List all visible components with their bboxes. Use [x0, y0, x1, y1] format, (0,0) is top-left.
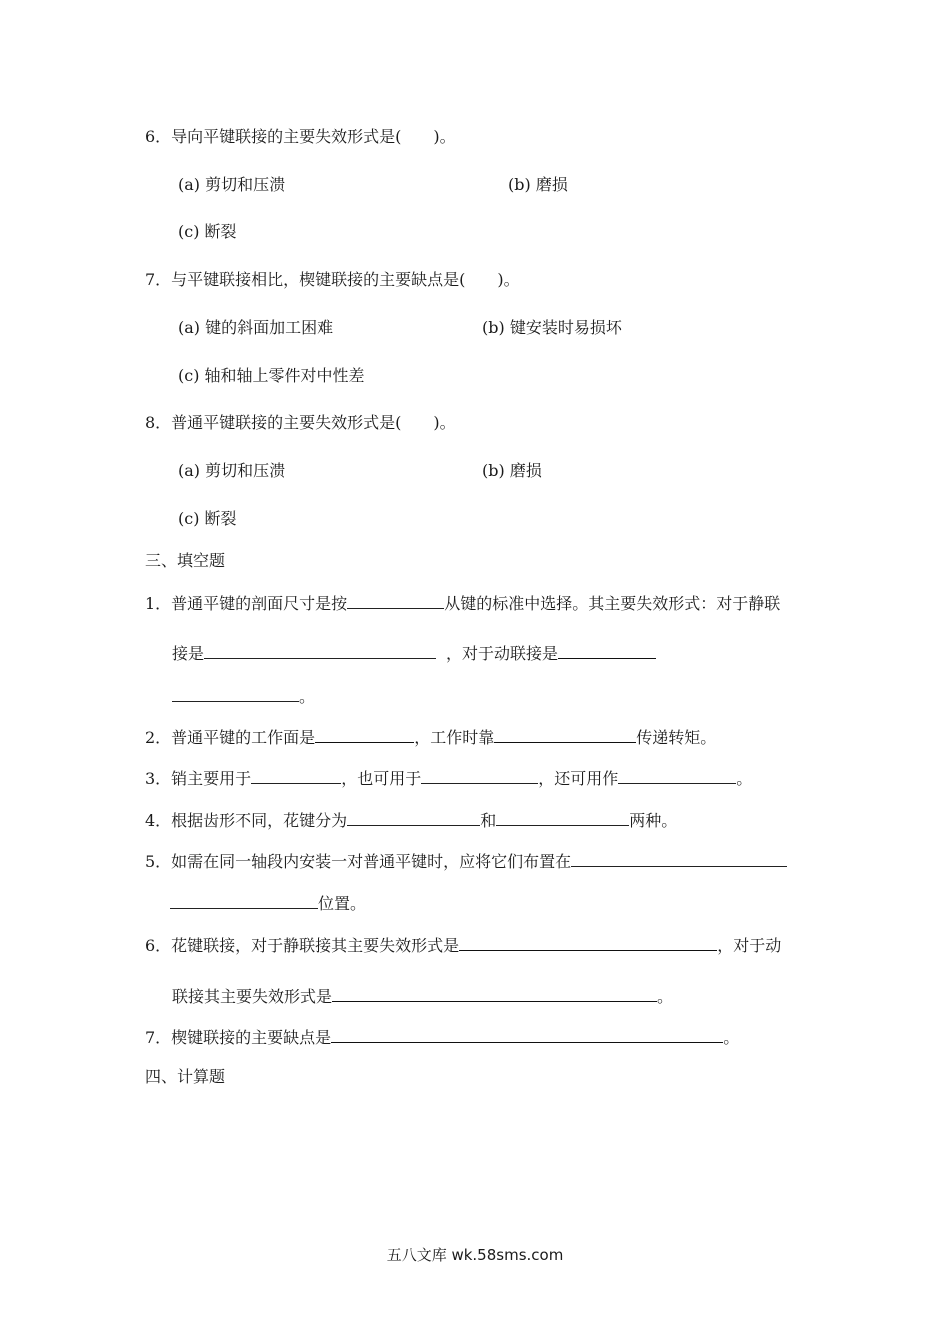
fill-3-blank-3[interactable] [618, 766, 736, 784]
fill-2-line [145, 725, 716, 747]
fill-1-blank-2[interactable] [204, 641, 436, 659]
fill-3-blank-1[interactable] [251, 766, 341, 784]
q6-option-c: (c) 断裂 [178, 222, 237, 241]
fill-6-text-4: 。 [657, 987, 674, 1006]
footer-watermark: 五八文库 wk.58sms.com [386, 1246, 564, 1264]
fill-4-line [145, 808, 677, 830]
fill-4-text-2: 和 [480, 811, 497, 830]
fill-1-blank-3[interactable] [558, 641, 656, 659]
fill-2-text-1: 2．普通平键的工作面是 [145, 728, 316, 747]
fill-5-blank-1[interactable] [571, 849, 787, 867]
fill-7-text-2: 。 [723, 1028, 740, 1047]
fill-1-line-1 [145, 591, 780, 613]
fill-5-line-2 [170, 891, 366, 913]
fill-1-text-1: 1．普通平键的剖面尺寸是按 [145, 594, 348, 613]
fill-4-text-1: 4．根据齿形不同，花键分为 [145, 811, 348, 830]
q6-option-b: (b) 磨损 [508, 175, 568, 194]
fill-2-text-3: 传递转矩。 [636, 728, 717, 747]
fill-6-blank-1[interactable] [459, 933, 717, 951]
q8-option-c: (c) 断裂 [178, 509, 237, 528]
fill-6-text-2: ，对于动 [717, 936, 782, 955]
calc-section-heading: 四、计算题 [145, 1067, 226, 1086]
fill-7-blank-1[interactable] [331, 1025, 723, 1043]
fill-3-text-2: ，也可用于 [341, 769, 422, 788]
fill-3-line [145, 766, 752, 788]
fill-5-line-1 [145, 849, 787, 871]
fill-section-heading: 三、填空题 [145, 551, 226, 570]
fill-3-text-3: ，还可用作 [538, 769, 619, 788]
fill-4-blank-1[interactable] [347, 808, 480, 826]
q8-stem: 8．普通平键联接的主要失效形式是( )。 [145, 413, 456, 432]
fill-6-blank-2[interactable] [332, 984, 657, 1002]
fill-7-line [145, 1025, 739, 1047]
fill-6-text-3: 联接其主要失效形式是 [172, 987, 333, 1006]
fill-7-text-1: 7．楔键联接的主要缺点是 [145, 1028, 332, 1047]
fill-3-text-4: 。 [736, 769, 753, 788]
q8-option-b: (b) 磨损 [482, 461, 542, 480]
fill-3-text-1: 3．销主要用于 [145, 769, 252, 788]
fill-1-blank-1[interactable] [347, 591, 444, 609]
fill-3-blank-2[interactable] [421, 766, 538, 784]
fill-1-blank-4[interactable] [172, 684, 299, 702]
fill-6-line-2 [172, 984, 673, 1006]
fill-5-text-2: 位置。 [318, 894, 367, 913]
q7-option-b: (b) 键安装时易损坏 [482, 318, 622, 337]
fill-2-text-2: ，工作时靠 [414, 728, 495, 747]
fill-1-text-4: ，对于动联接是 [446, 644, 559, 663]
fill-1-text-2: 从键的标准中选择。其主要失效形式：对于静联 [444, 594, 781, 613]
fill-6-line-1 [145, 933, 781, 955]
fill-1-text-3: 接是 [172, 644, 205, 663]
fill-2-blank-2[interactable] [494, 725, 636, 743]
fill-4-blank-2[interactable] [496, 808, 629, 826]
q6-option-a: (a) 剪切和压溃 [178, 175, 286, 194]
fill-5-blank-2[interactable] [170, 891, 318, 909]
fill-4-text-3: 两种。 [629, 811, 678, 830]
fill-1-text-5: 。 [299, 687, 316, 706]
q7-stem: 7．与平键联接相比，楔键联接的主要缺点是( )。 [145, 270, 520, 289]
fill-1-line-3 [172, 684, 315, 706]
fill-5-text-1: 5．如需在同一轴段内安装一对普通平键时，应将它们布置在 [145, 852, 572, 871]
q7-option-a: (a) 键的斜面加工困难 [178, 318, 334, 337]
fill-2-blank-1[interactable] [315, 725, 414, 743]
q6-stem: 6．导向平键联接的主要失效形式是( )。 [145, 127, 456, 146]
fill-6-text-1: 6．花键联接，对于静联接其主要失效形式是 [145, 936, 460, 955]
fill-1-line-2 [172, 641, 656, 663]
q7-option-c: (c) 轴和轴上零件对中性差 [178, 366, 365, 385]
q8-option-a: (a) 剪切和压溃 [178, 461, 286, 480]
